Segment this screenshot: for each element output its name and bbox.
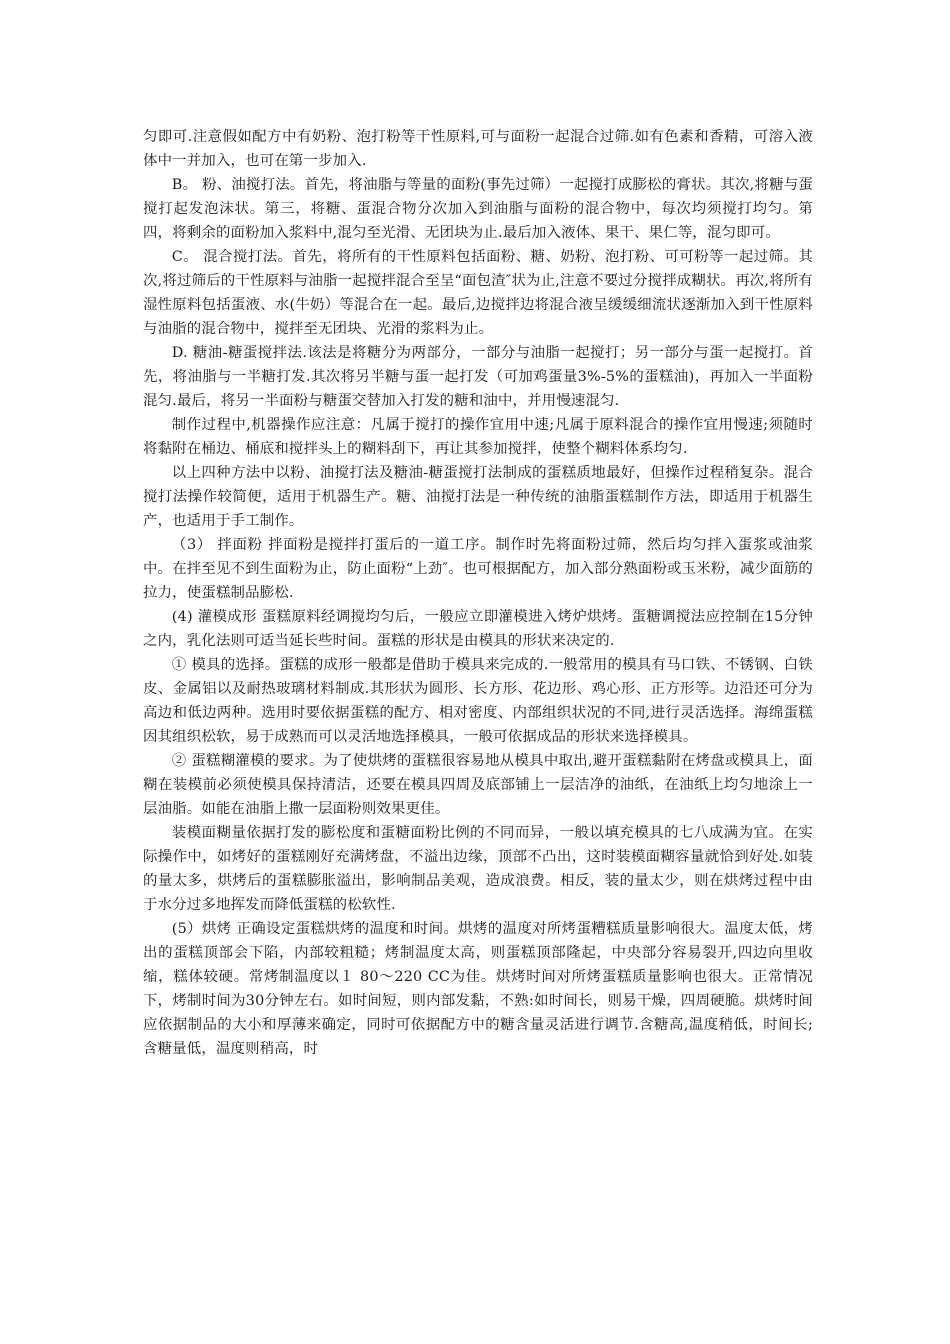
paragraph: 装模面糊量依据打发的膨松度和蛋糖面粉比例的不同而异，一般以填充模具的七八成满为宜。在实际操作中，如烤好的蛋糕刚好充满烤盘，不溢出边缘，顶部不凸出，这时装模面糊容量就恰到好处.如装的量太多，烘烤后的蛋糕膨胀溢出，影响制品美观，造成浪费。相反，装的量太少，则在烘烤过程中由于水分过多地挥发而降低蛋糕的松软性.: [143, 825, 813, 913]
paragraph: B。 粉、油搅打法。首先，将油脂与等量的面粉(事先过筛）一起搅打成膨松的膏状。其次,将糖与蛋搅打起发泡沫状。第三，将糖、蛋混合物分次加入到油脂与面粉的混合物中，每次均须搅打均匀。第四，将剩余的面粉加入浆料中,混匀至光滑、无团块为止.最后加入液体、果干、果仁等，混匀即可。: [143, 177, 813, 241]
paragraph: C。 混合搅打法。首先，将所有的干性原料包括面粉、糖、奶粉、泡打粉、可可粉等一起过筛。其次,将过筛后的干性原料与油脂一起搅拌混合至呈“面包渣″状为止,注意不要过分搅拌成糊状。再次,将所有湿性原料包括蛋液、水(牛奶）等混合在一起。最后,边搅拌边将混合液呈缓缓细流状逐渐加入到干性原料与油脂的混合物中，搅拌至无团块、光滑的浆料为止。: [143, 249, 813, 337]
paragraph: ② 蛋糕糊灌模的要求。为了使烘烤的蛋糕很容易地从模具中取出,避开蛋糕黏附在烤盘或模具上，面糊在装模前必须使模具保持清洁，还要在模具四周及底部铺上一层洁净的油纸，在油纸上均匀地涂上一层油脂。如能在油脂上撒一层面粉则效果更佳。: [143, 753, 813, 817]
document-body: [143, 125, 813, 1061]
paragraph: D. 糖油-糖蛋搅拌法.该法是将糖分为两部分，一部分与油脂一起搅打；另一部分与蛋一起搅打。首先，将油脂与一半糖打发.其次将另半糖与蛋一起打发（可加鸡蛋量3%-5%的蛋糕油)，再加入一半面粉混匀.最后，将另一半面粉与糖蛋交替加入打发的糖和油中，并用慢速混匀.: [143, 345, 813, 409]
paragraph: ① 模具的选择。蛋糕的成形一般都是借助于模具来完成的.一般常用的模具有马口铁、不锈钢、白铁皮、金属铝以及耐热玻璃材料制成.其形状为圆形、长方形、花边形、鸡心形、正方形等。边沿还可分为高边和低边两种。选用时要依据蛋糕的配方、相对密度、内部组织状况的不同,进行灵活选择。海绵蛋糕因其组织松软，易于成熟而可以灵活地选择模具，一般可依据成品的形状来选择模具。: [143, 657, 813, 745]
paragraph: (5）烘烤 正确设定蛋糕烘烤的温度和时间。烘烤的温度对所烤蛋糟糕质量影响很大。温度太低，烤出的蛋糕顶部会下陷，内部较粗糙；烤制温度太高，则蛋糕顶部隆起，中央部分容易裂开,四边向里收缩，糕体较硬。常烤制温度以１ 80～220 CC为佳。烘烤时间对所烤蛋糕质量影响也很大。正常情况下，烤制时间为30分钟左右。如时间短，则内部发黏，不熟:如时间长，则易干燥，四周硬脆。烘烤时间应依据制品的大小和厚薄来确定，同时可依据配方中的糖含量灵活进行调节.含糖高,温度稍低，时间长;含糖量低，温度则稍高，时: [143, 921, 813, 1057]
paragraph: （3） 拌面粉 拌面粉是搅拌打蛋后的一道工序。制作时先将面粉过筛，然后均匀拌入蛋浆或油浆中。在拌至见不到生面粉为止，防止面粉“上劲″。也可根据配方，加入部分熟面粉或玉米粉，减少面筋的拉力，使蛋糕制品膨松.: [143, 537, 813, 601]
paragraph: (4) 灌模成形 蛋糕原料经调搅均匀后，一般应立即灌模进入烤炉烘烤。蛋糖调搅法应控制在15分钟之内，乳化法则可适当延长些时间。蛋糕的形状是由模具的形状来决定的.: [143, 609, 813, 649]
paragraph: 以上四种方法中以粉、油搅打法及糖油-糖蛋搅打法制成的蛋糕质地最好，但操作过程稍复杂。混合搅打法操作较简便，适用于机器生产。糖、油搅打法是一种传统的油脂蛋糕制作方法，即适用于机器生产，也适用于手工制作。: [143, 465, 813, 529]
paragraph: 匀即可.注意假如配方中有奶粉、泡打粉等干性原料,可与面粉一起混合过筛.如有色素和香精，可溶入液体中一并加入，也可在第一步加入.: [143, 129, 813, 169]
paragraph: 制作过程中,机器操作应注意：凡属于搅打的操作宜用中速;凡属于原料混合的操作宜用慢速;须随时将黏附在桶边、桶底和搅拌头上的糊料刮下，再让其参加搅拌，使整个糊料体系均匀.: [143, 417, 813, 457]
